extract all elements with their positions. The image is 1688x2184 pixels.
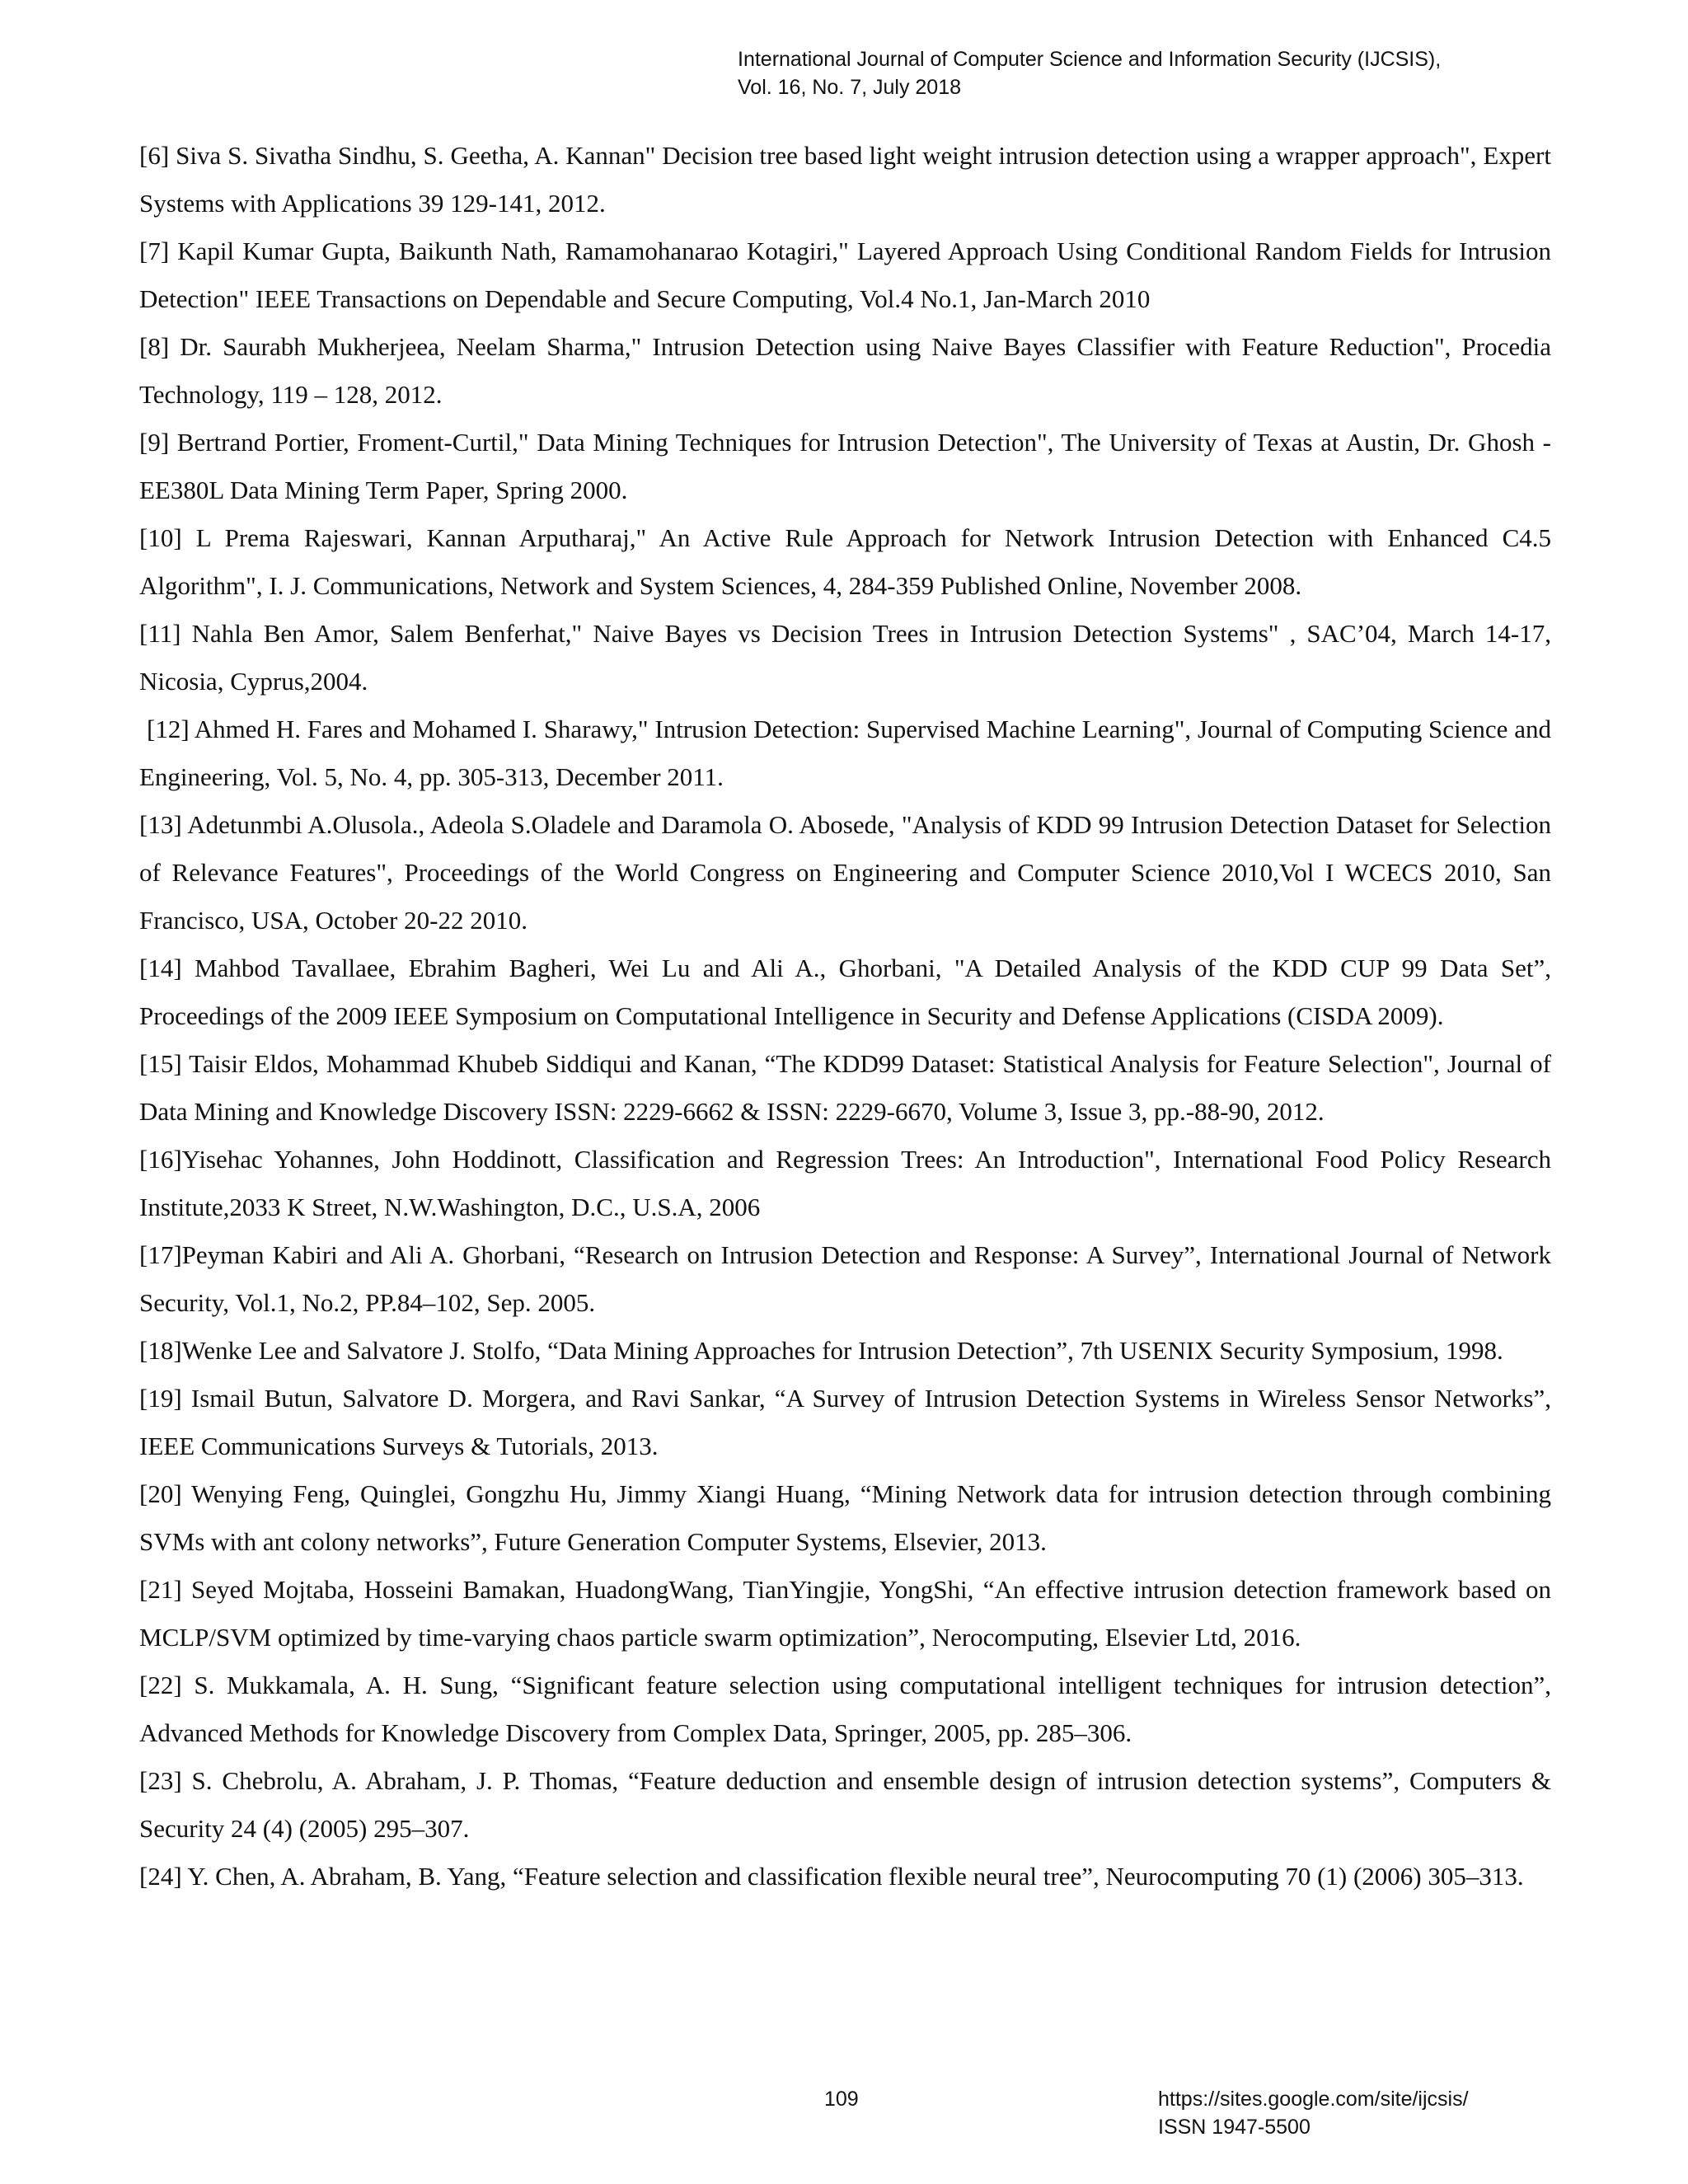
page-number: 109 xyxy=(824,2088,859,2111)
reference-15: [15] Taisir Eldos, Mohammad Khubeb Siddiqui and Kanan, “The KDD99 Dataset: Statistical Analysis for Feature Selection", Journal of Data Mining and Knowledge Discovery ISSN: 2229-6662 & ISSN: 2229-6670, Volume 3, Issue 3, pp.-88-90, 2012. xyxy=(139,1049,1551,1126)
reference-12: [12] Ahmed H. Fares and Mohamed I. Sharawy," Intrusion Detection: Supervised Machine Learning", Journal of Computing Science and Engineering, Vol. 5, No. 4, pp. 305-313, December 2011. xyxy=(139,715,1551,791)
journal-volume: Vol. 16, No. 7, July 2018 xyxy=(738,76,962,99)
footer-info xyxy=(1158,2085,1469,2141)
journal-url: https://sites.google.com/site/ijcsis/ xyxy=(1158,2088,1469,2111)
reference-6: [6] Siva S. Sivatha Sindhu, S. Geetha, A. Kannan" Decision tree based light weight intrusion detection using a wrapper approach", Expert Systems with Applications 39 129-141, 2012. xyxy=(139,141,1551,218)
reference-18: [18]Wenke Lee and Salvatore J. Stolfo, “Data Mining Approaches for Intrusion Detection”, 7th USENIX Security Symposium, 1998. xyxy=(139,1336,1503,1365)
running-header xyxy=(738,45,1441,101)
reference-11: [11] Nahla Ben Amor, Salem Benferhat," Naive Bayes vs Decision Trees in Intrusion Detection Systems" , SAC’04, March 14-17, Nicosia, Cyprus,2004. xyxy=(139,619,1551,696)
reference-9: [9] Bertrand Portier, Froment-Curtil," Data Mining Techniques for Intrusion Detection", The University of Texas at Austin, Dr. Ghosh - EE380L Data Mining Term Paper, Spring 2000. xyxy=(139,428,1551,504)
reference-22: [22] S. Mukkamala, A. H. Sung, “Significant feature selection using computational intelligent techniques for intrusion detection”, Advanced Methods for Knowledge Discovery from Complex Data, Springer, 2005, pp. 285–306. xyxy=(139,1671,1551,1747)
reference-21: [21] Seyed Mojtaba, Hosseini Bamakan, HuadongWang, TianYingjie, YongShi, “An effective intrusion detection framework based on MCLP/SVM optimized by time-varying chaos particle swarm optimization”, Nerocomputing, Elsevier Ltd, 2016. xyxy=(139,1575,1551,1652)
reference-list xyxy=(139,132,1551,1900)
reference-10: [10] L Prema Rajeswari, Kannan Arputharaj," An Active Rule Approach for Network Intrusion Detection with Enhanced C4.5 Algorithm", I. J. Communications, Network and System Sciences, 4, 284-359 Published Online, November 2008. xyxy=(139,523,1551,600)
reference-8: [8] Dr. Saurabh Mukherjeea, Neelam Sharma," Intrusion Detection using Naive Bayes Classifier with Feature Reduction", Procedia Technology, 119 – 128, 2012. xyxy=(139,332,1551,409)
reference-14: [14] Mahbod Tavallaee, Ebrahim Bagheri, Wei Lu and Ali A., Ghorbani, "A Detailed Analysis of the KDD CUP 99 Data Set”, Proceedings of the 2009 IEEE Symposium on Computational Intelligence in Security and Defense Applications (CISDA 2009). xyxy=(139,954,1551,1030)
reference-20: [20] Wenying Feng, Quinglei, Gongzhu Hu, Jimmy Xiangi Huang, “Mining Network data for intrusion detection through combining SVMs with ant colony networks”, Future Generation Computer Systems, Elsevier, 2013. xyxy=(139,1479,1551,1556)
reference-19: [19] Ismail Butun, Salvatore D. Morgera, and Ravi Sankar, “A Survey of Intrusion Detection Systems in Wireless Sensor Networks”, IEEE Communications Surveys & Tutorials, 2013. xyxy=(139,1384,1551,1460)
reference-17: [17]Peyman Kabiri and Ali A. Ghorbani, “Research on Intrusion Detection and Response: A Survey”, International Journal of Network Security, Vol.1, No.2, PP.84–102, Sep. 2005. xyxy=(139,1240,1551,1317)
reference-7: [7] Kapil Kumar Gupta, Baikunth Nath, Ramamohanarao Kotagiri," Layered Approach Using Conditional Random Fields for Intrusion Detection" IEEE Transactions on Dependable and Secure Computing, Vol.4 No.1, Jan-March 2010 xyxy=(139,237,1551,313)
reference-13: [13] Adetunmbi A.Olusola., Adeola S.Oladele and Daramola O. Abosede, "Analysis of KDD 99 Intrusion Detection Dataset for Selection of Relevance Features", Proceedings of the World Congress on Engineering and Computer Science 2010,Vol I WCECS 2010, San Francisco, USA, October 20-22 2010. xyxy=(139,810,1551,935)
journal-title: International Journal of Computer Science and Information Security (IJCSIS), xyxy=(738,48,1442,71)
reference-23: [23] S. Chebrolu, A. Abraham, J. P. Thomas, “Feature deduction and ensemble design of intrusion detection systems”, Computers & Security 24 (4) (2005) 295–307. xyxy=(139,1766,1551,1843)
reference-24: [24] Y. Chen, A. Abraham, B. Yang, “Feature selection and classification flexible neural tree”, Neurocomputing 70 (1) (2006) 305–313. xyxy=(139,1862,1524,1891)
reference-16: [16]Yisehac Yohannes, John Hoddinott, Classification and Regression Trees: An Introduction", International Food Policy Research Institute,2033 K Street, N.W.Washington, D.C., U.S.A, 2006 xyxy=(139,1145,1551,1221)
issn: ISSN 1947-5500 xyxy=(1158,2116,1311,2139)
